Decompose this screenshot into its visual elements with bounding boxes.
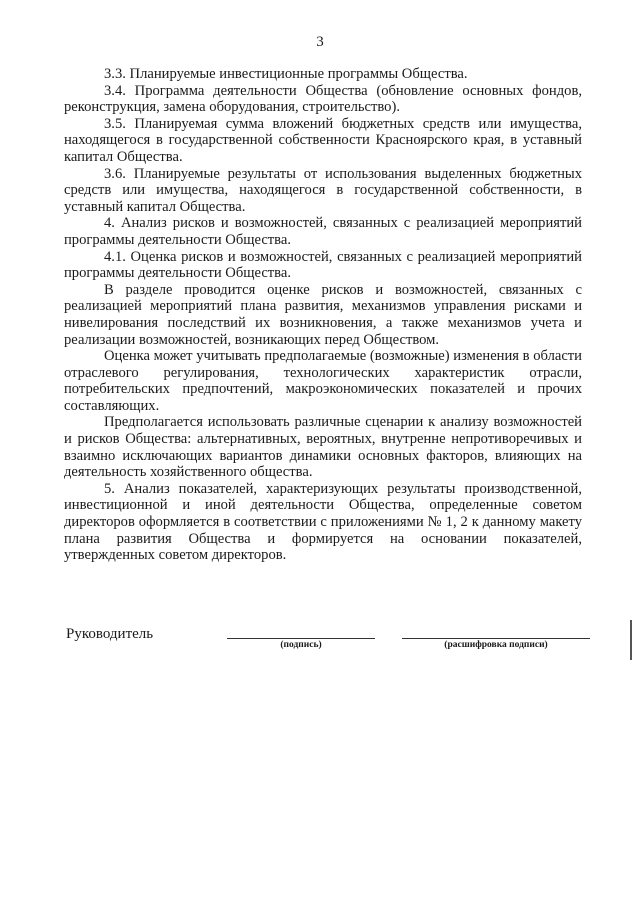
paragraph-scenarios: Предполагается использовать различные сценарии к анализу возможностей и рисков Общества: альтернативных, вероятных, внутренне непротиворечивых и взаимно исключающих вариантов динамики основных факторов, влияющих на деятельность хозяйственного общества. xyxy=(64,414,582,481)
paragraph-assessment: Оценка может учитывать предполагаемые (возможные) изменения в области отраслевого регулирования, технологических характеристик отрасли, потребительских предпочтений, макроэкономических показателей и прочих составляющих. xyxy=(64,348,582,414)
signature-line xyxy=(227,638,375,639)
paragraph-3-5: 3.5. Планируемая сумма вложений бюджетных средств или имущества, находящегося в государственной собственности Красноярского края, в уставный капитал Общества. xyxy=(64,115,582,165)
document-body xyxy=(64,66,582,564)
paragraph-section-description: В разделе проводится оценке рисков и возможностей, связанных с реализацией мероприятий плана развития, механизмов управления рисками и нивелирования последствий их возникновения, а также механизмов учета и реализации возможностей, возникающих перед Обществом. xyxy=(64,281,582,348)
signature-decoding-caption: (расшифровка подписи) xyxy=(444,640,548,650)
scan-edge-mark xyxy=(630,620,632,660)
signatory-title: Руководитель xyxy=(66,626,154,642)
signature-block xyxy=(64,626,604,666)
paragraph-3-3: 3.3. Планируемые инвестиционные программы Общества. xyxy=(104,66,468,82)
paragraph-3-4: 3.4. Программа деятельности Общества (обновление основных фондов, реконструкция, замена оборудования, строительство). xyxy=(64,82,582,116)
paragraph-4: 4. Анализ рисков и возможностей, связанных с реализацией мероприятий программы деятельности Общества. xyxy=(64,215,582,248)
paragraph-3-6: 3.6. Планируемые результаты от использования выделенных бюджетных средств или имущества, находящегося в государственной собственности, в уставный капитал Общества. xyxy=(64,165,582,215)
signature-decoding-line xyxy=(402,638,590,639)
paragraph-5: 5. Анализ показателей, характеризующих результаты производственной, инвестиционной и иной деятельности Общества, определенные советом директоров оформляется в соответствии с приложениями № 1, 2 к данному макету плана развития Общества и формируется на основании показателей, утвержденных советом директоров. xyxy=(64,480,582,564)
page-number: 3 xyxy=(316,34,324,50)
paragraph-4-1: 4.1. Оценка рисков и возможностей, связанных с реализацией мероприятий программы деятельности Общества. xyxy=(64,248,582,282)
signature-caption: (подпись) xyxy=(280,640,322,650)
